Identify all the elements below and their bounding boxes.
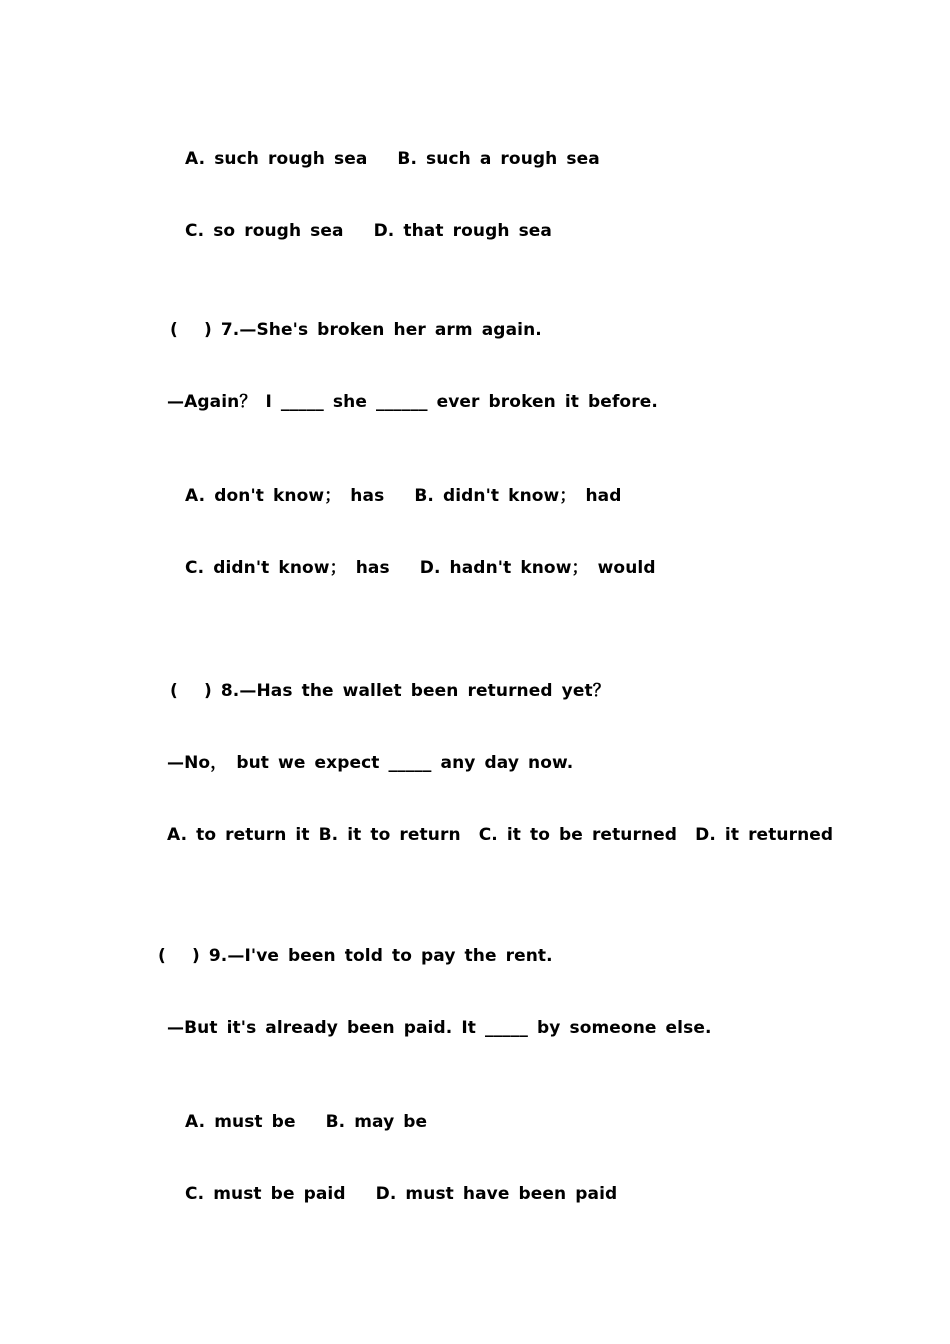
q9-reply: —But it's already been paid. It _____ by someone else.	[167, 1018, 712, 1038]
q7-option-b[interactable]: B. didn't know； had	[414, 486, 622, 506]
q9-options-line-1	[167, 1089, 427, 1133]
q9-stem: ( ) 9.—I've been told to pay the rent.	[158, 946, 553, 966]
q7-options-line-2	[167, 535, 656, 579]
q9-option-d[interactable]: D. must have been paid	[375, 1184, 618, 1204]
q6-option-d[interactable]: D. that rough sea	[373, 221, 553, 241]
q8-reply: —No， but we expect _____ any day now.	[167, 753, 574, 773]
q7-option-a[interactable]: A. don't know； has	[185, 486, 385, 506]
q7-option-d[interactable]: D. hadn't know； would	[419, 558, 656, 578]
q8-stem: ( ) 8.—Has the wallet been returned yet？	[170, 681, 610, 701]
q9-option-c[interactable]: C. must be paid	[185, 1184, 346, 1204]
q7-option-c[interactable]: C. didn't know； has	[185, 558, 390, 578]
q6-options-line-2	[167, 198, 552, 242]
q6-option-c[interactable]: C. so rough sea	[185, 221, 344, 241]
q6-option-a[interactable]: A. such rough sea	[185, 149, 368, 169]
q9-options-line-2	[167, 1161, 617, 1205]
q7-stem: ( ) 7.—She's broken her arm again.	[170, 320, 542, 340]
q9-option-b[interactable]: B. may be	[325, 1112, 428, 1132]
q6-option-b[interactable]: B. such a rough sea	[397, 149, 600, 169]
q6-options-line-1	[167, 126, 600, 170]
q7-options-line-1	[167, 463, 622, 507]
q7-reply: —Again？ I _____ she ______ ever broken it before.	[167, 392, 658, 412]
q8-options[interactable]: A. to return it B. it to return C. it to be returned D. it returned	[167, 825, 834, 845]
q9-option-a[interactable]: A. must be	[185, 1112, 296, 1132]
